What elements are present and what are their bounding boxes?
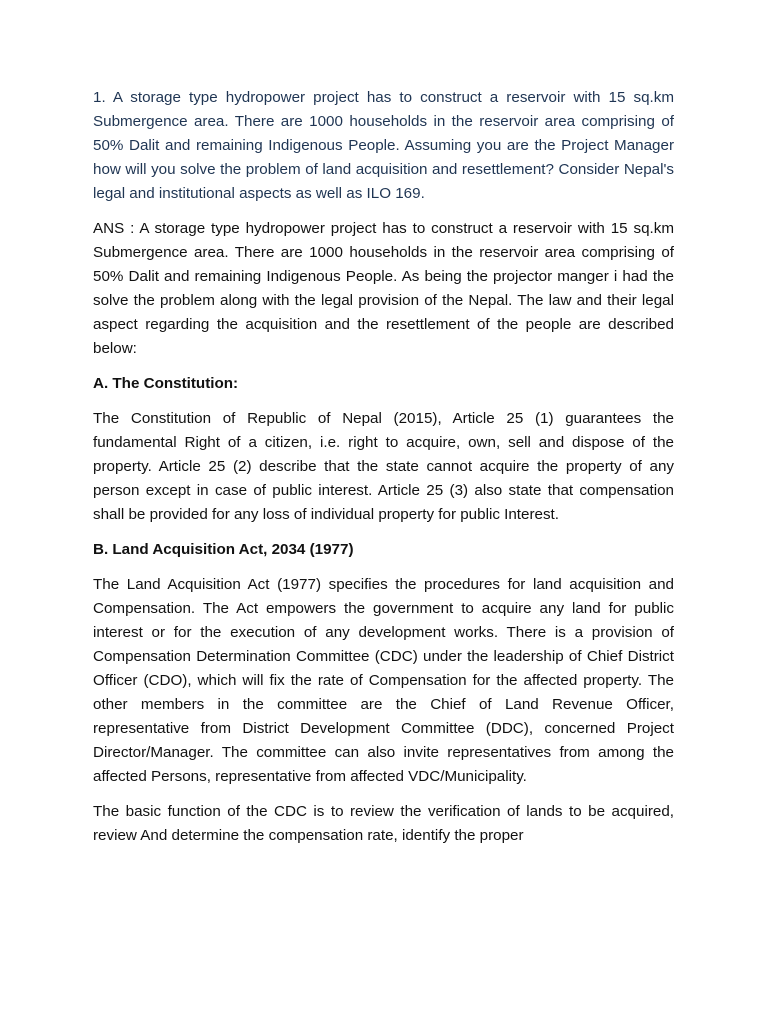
section-b-heading: B. Land Acquisition Act, 2034 (1977) bbox=[93, 541, 354, 558]
section-a-body: The Constitution of Republic of Nepal (2015), Article 25 (1) guarantees the fundamental Right of a citizen, i.e. right to acquire, own, sell and dispose of the property. Article 25 (2) describe that the state cannot acquire the property of any person except in case of public interest. Article 25 (3) also state that compensation shall be provided for any loss of individual property for public Interest. bbox=[93, 410, 674, 523]
document-page bbox=[93, 86, 674, 859]
answer-intro-paragraph: ANS : A storage type hydropower project has to construct a reservoir with 15 sq.km Submergence area. There are 1000 households in the reservoir area comprising of 50% Dalit and remaining Indigenous People. As being the projector manger i had the solve the problem along with the legal provision of the Nepal. The law and their legal aspect regarding the acquisition and the resettlement of the people are described below: bbox=[93, 220, 674, 357]
section-b-body-continued: The basic function of the CDC is to review the verification of lands to be acquired, review And determine the compensation rate, identify the proper bbox=[93, 803, 674, 844]
section-b-body: The Land Acquisition Act (1977) specifies the procedures for land acquisition and Compensation. The Act empowers the government to acquire any land for public interest or for the execution of any development works. There is a provision of Compensation Determination Committee (CDC) under the leadership of Chief District Officer (CDO), which will fix the rate of Compensation for the affected property. The other members in the committee are the Chief of Land Revenue Officer, representative from District Development Committee (DDC), concerned Project Director/Manager. The committee can also invite representatives from among the affected Persons, representative from affected VDC/Municipality. bbox=[93, 576, 674, 785]
section-a-heading: A. The Constitution: bbox=[93, 375, 239, 392]
question-paragraph: 1. A storage type hydropower project has to construct a reservoir with 15 sq.km Submergence area. There are 1000 households in the reservoir area comprising of 50% Dalit and remaining Indigenous People. Assuming you are the Project Manager how will you solve the problem of land acquisition and resettlement? Consider Nepal's legal and institutional aspects as well as ILO 169. bbox=[93, 89, 674, 202]
